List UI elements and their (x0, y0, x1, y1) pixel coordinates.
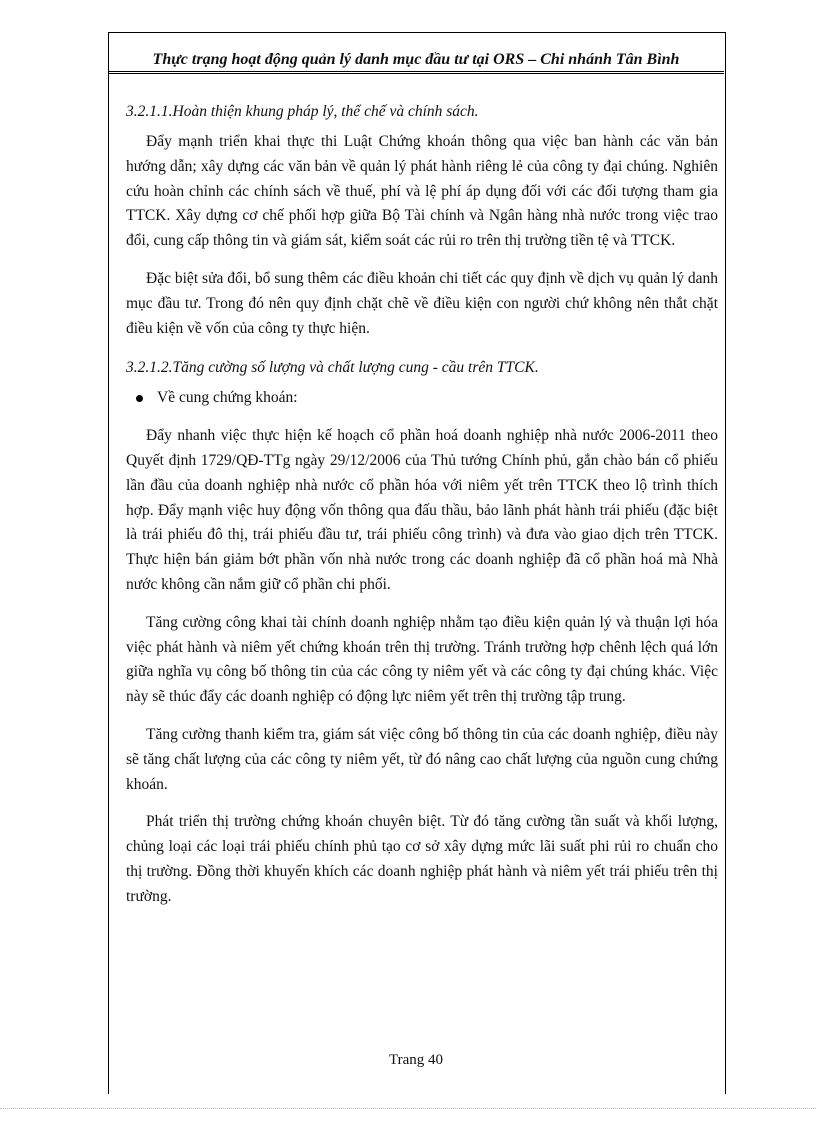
running-header (108, 50, 724, 74)
document-body (126, 98, 718, 923)
paragraph: Tăng cường công khai tài chính doanh nghiệp nhằm tạo điều kiện quản lý và thuận lợi hóa việc phát hành và niêm yết chứng khoán trên thị trường. Tránh trường hợp chênh lệch quá lớn giữa nghĩa vụ công bố thông tin của các công ty niêm yết và các công ty đại chúng khác. Việc này sẽ thúc đẩy các doanh nghiệp có động lực niêm yết trên thị trường tập trung. (126, 613, 718, 706)
page-number: Trang 40 (388, 1052, 444, 1068)
paragraph: Đặc biệt sửa đổi, bổ sung thêm các điều khoản chi tiết các quy định về dịch vụ quản lý danh mục đầu tư. Trong đó nên quy định chặt chẽ về điều kiện con người chứ không nên thắt chặt điều kiện về vốn của công ty thực hiện. (126, 269, 718, 337)
bullet-item (126, 386, 718, 411)
paragraph: Đẩy nhanh việc thực hiện kế hoạch cổ phần hoá doanh nghiệp nhà nước 2006-2011 theo Quyết định 1729/QĐ-TTg ngày 29/12/2006 của Thủ tướng Chính phủ, gắn chào bán cổ phiếu lần đầu của doanh nghiệp nhà nước cổ phần hóa với niêm yết trên TTCK theo lộ trình thích hợp. Đẩy mạnh việc huy động vốn thông qua đấu thầu, bảo lãnh phát hành trái phiếu (đặc biệt là trái phiếu đô thị, trái phiếu đầu tư, trái phiếu công trình) và đưa vào giao dịch trên TTCK. Thực hiện bán giảm bớt phần vốn nhà nước trong các doanh nghiệp đã cổ phần hoá mà Nhà nước không cần nắm giữ cổ phần chi phối. (126, 427, 718, 593)
section-heading: 3.2.1.2.Tăng cường số lượng và chất lượng cung - cầu trên TTCK. (126, 359, 539, 377)
paragraph: Phát triển thị trường chứng khoán chuyên biệt. Từ đó tăng cường tần suất và khối lượng, chủng loại các loại trái phiếu chính phủ tạo cơ sở xây dựng mức lãi suất phi rủi ro chuẩn cho thị trường. Đồng thời khuyến khích các doanh nghiệp phát hành và niêm yết trái phiếu trên thị trường. (126, 813, 718, 905)
section-heading: 3.2.1.1.Hoàn thiện khung pháp lý, thể chế và chính sách. (126, 103, 479, 120)
header-title: Thực trạng hoạt động quản lý danh mục đầu tư tại ORS – Chi nhánh Tân Bình (152, 51, 680, 68)
paragraph: Tăng cường thanh kiểm tra, giám sát việc công bố thông tin của các doanh nghiệp, điều này sẽ tăng chất lượng của các công ty niêm yết, từ đó nâng cao chất lượng của nguồn cung chứng khoán. (126, 725, 718, 793)
page-bottom-divider (0, 1108, 816, 1109)
bullet-text: Về cung chứng khoán: (157, 389, 298, 407)
paragraph: Đẩy mạnh triển khai thực thi Luật Chứng khoán thông qua việc ban hành các văn bản hướng dẫn; xây dựng các văn bản về quản lý phát hành riêng lẻ của công ty đại chúng. Nghiên cứu hoàn chỉnh các chính sách về thuế, phí và lệ phí áp dụng đối với các đối tượng tham gia TTCK. Xây dựng cơ chế phối hợp giữa Bộ Tài chính và Ngân hàng nhà nước trong việc trao đổi, cung cấp thông tin và giám sát, kiểm soát các rủi ro trên thị trường tiền tệ và TTCK. (126, 133, 718, 250)
bullet-icon (136, 395, 143, 402)
